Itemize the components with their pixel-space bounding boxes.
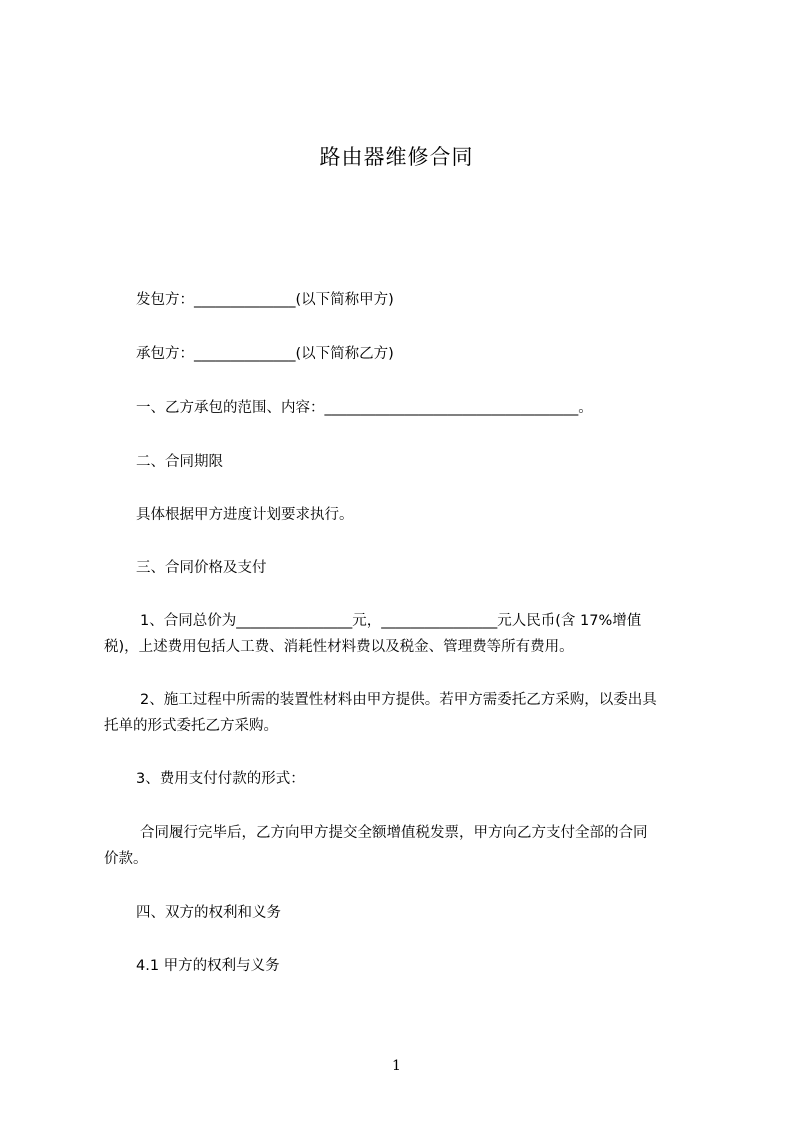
- payment-line-1: 合同履行完毕后，乙方向甲方提交全额增值税发票，甲方向乙方支付全部的合同: [140, 825, 648, 841]
- section-1-scope: 一、乙方承包的范围、内容：___________________________________。: [136, 400, 593, 416]
- section-2-body: 具体根据甲方进度计划要求执行。: [136, 507, 354, 523]
- item-3-heading: 3、费用支付付款的形式：: [136, 771, 305, 787]
- party-a-line: 发包方：______________(以下简称甲方): [136, 292, 394, 308]
- item-2-line-1: 2、施工过程中所需的装置性材料由甲方提供。若甲方需委托乙方采购，以委出具: [140, 692, 657, 708]
- section-3-heading: 三、合同价格及支付: [136, 560, 267, 576]
- payment-line-2: 价款。: [104, 851, 148, 867]
- section-2-heading: 二、合同期限: [136, 454, 223, 470]
- item-1-line-1: 1、合同总价为________________元，________________元人民币(含 17%增值: [140, 613, 642, 629]
- item-1-line-2: 税)，上述费用包括人工费、消耗性材料费以及税金、管理费等所有费用。: [104, 639, 574, 655]
- page-number: 1: [392, 1058, 401, 1074]
- party-b-line: 承包方：______________(以下简称乙方): [136, 346, 394, 362]
- item-2-line-2: 托单的形式委托乙方采购。: [104, 718, 278, 734]
- section-4-heading: 四、双方的权利和义务: [136, 905, 281, 921]
- section-4-1-heading: 4.1 甲方的权利与义务: [136, 958, 280, 974]
- document-title: 路由器维修合同: [319, 145, 474, 169]
